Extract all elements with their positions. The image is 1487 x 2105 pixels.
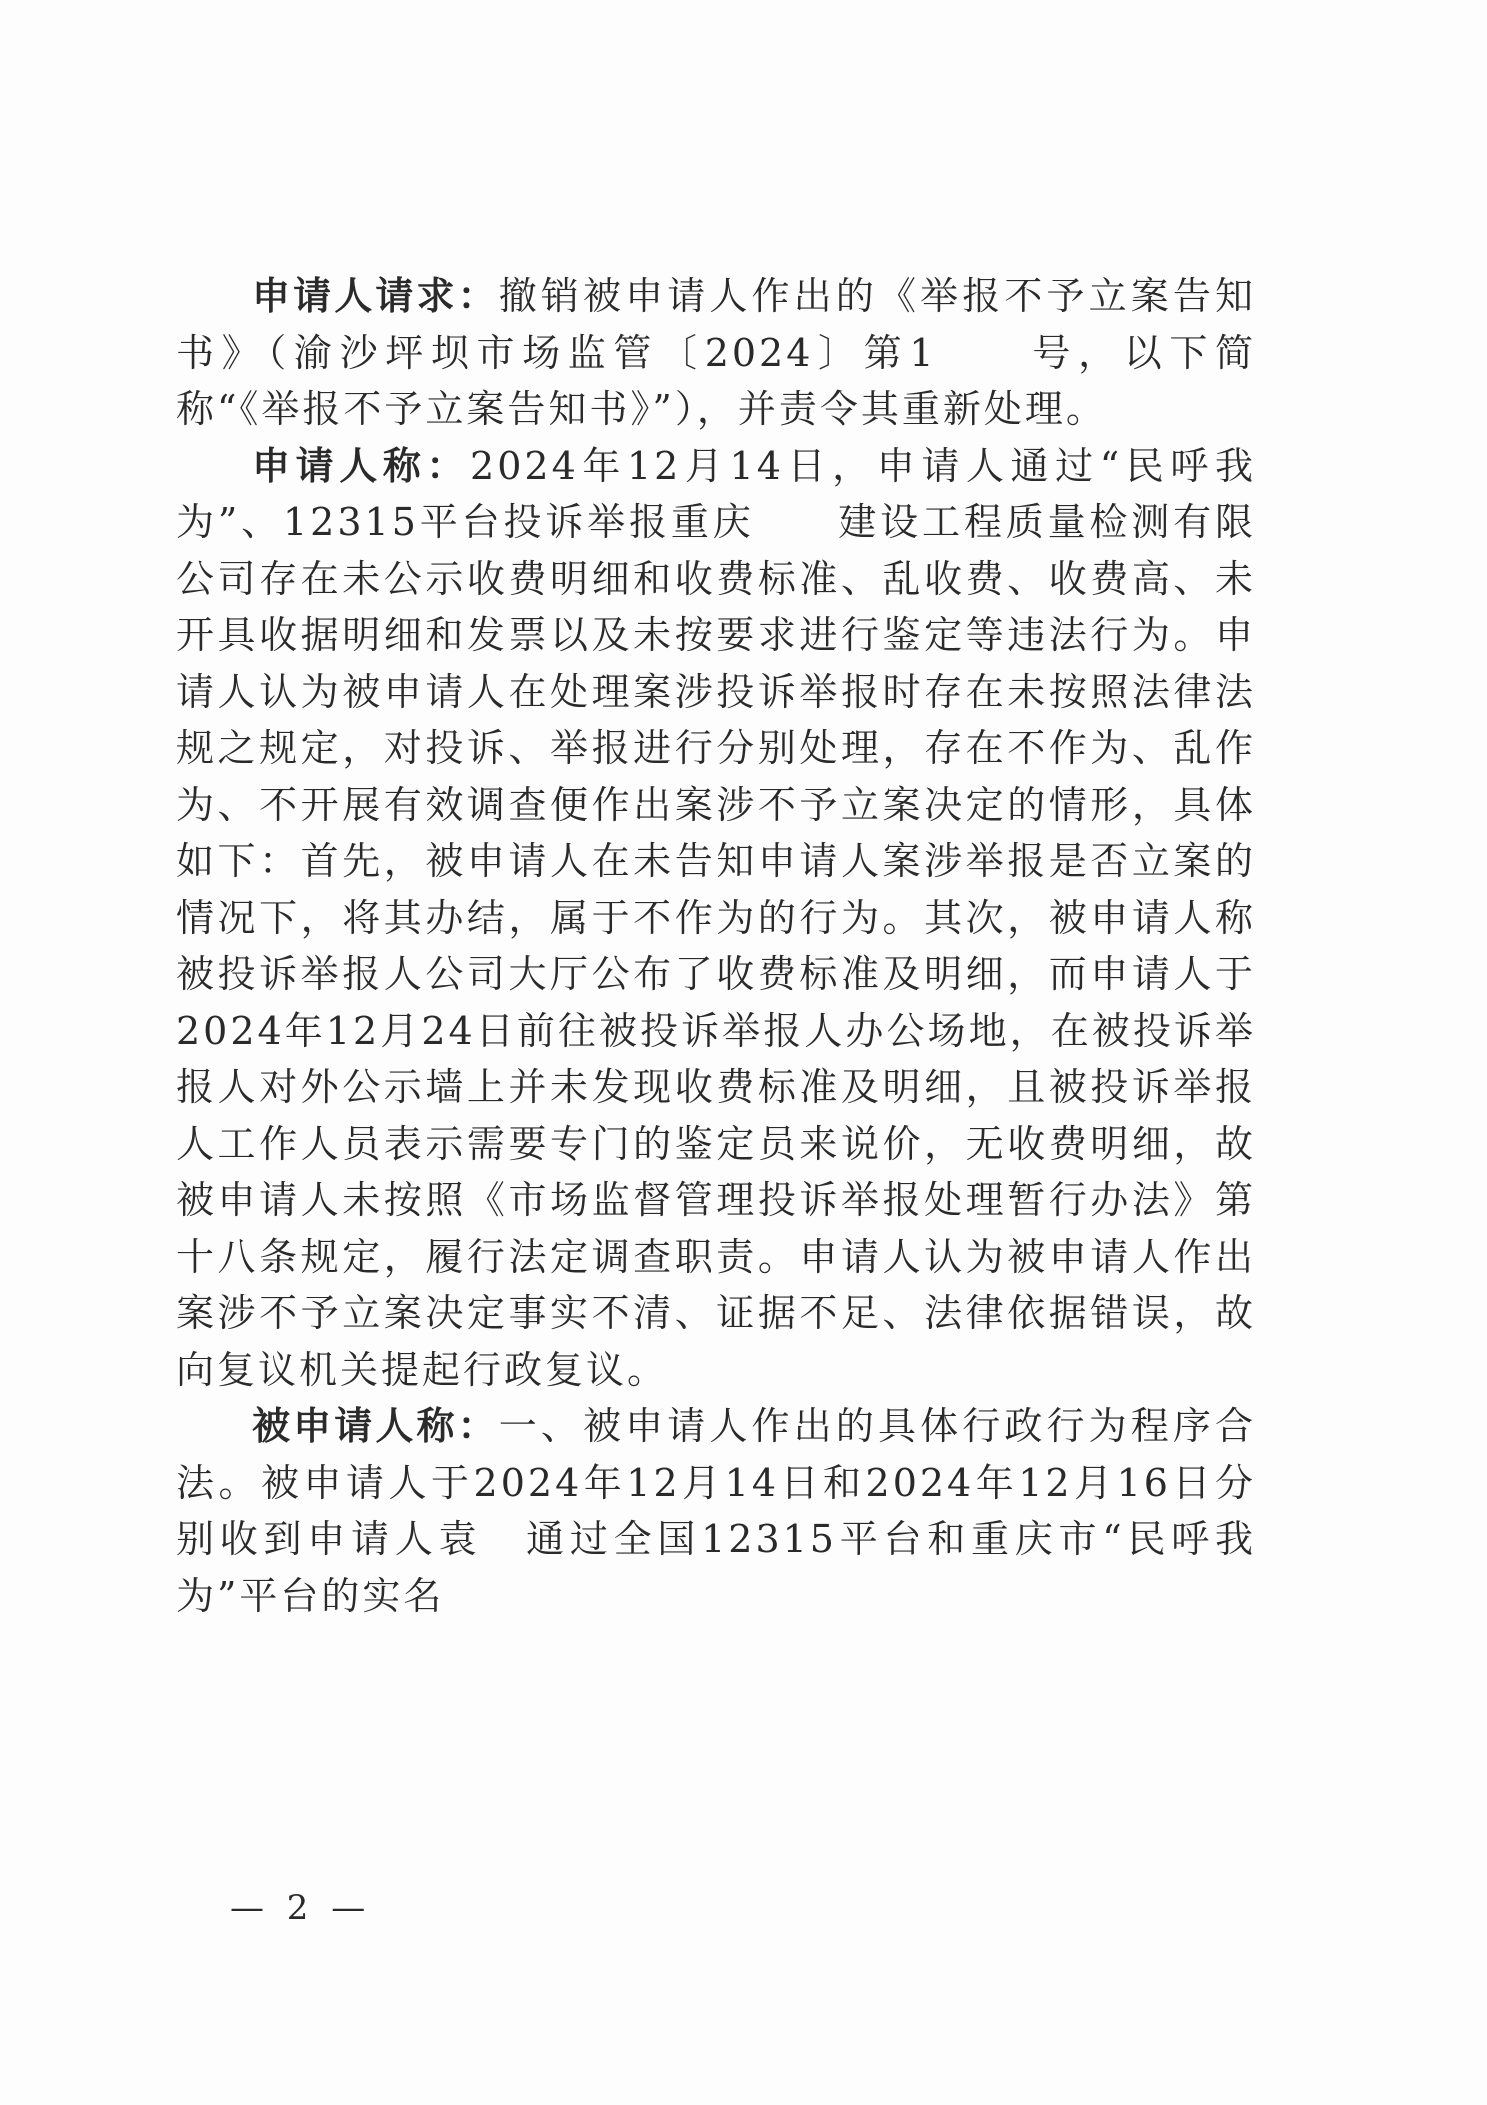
paragraph-request: [176, 268, 1256, 438]
page-number: — 2 —: [230, 1888, 372, 1928]
paragraph-respondent-statement: [176, 1398, 1256, 1624]
paragraph-text: 撤销被申请人作出的《举报不予立案告知书》（渝沙坪坝市场监管〔2024〕第1 号，以下简称“《举报不予立案告知书》”），并责令其重新处理。: [176, 274, 1256, 431]
paragraph-text: 2024年12月14日，申请人通过“民呼我为”、12315平台投诉举报重庆 建设工程质量检测有限公司存在未公示收费明细和收费标准、乱收费、收费高、未开具收据明细和发票以及未按要求进行鉴定等违法行为。申请人认为被申请人在处理案涉投诉举报时存在未按照法律法规之规定，对投诉、举报进行分别处理，存在不作为、乱作为、不开展有效调查便作出案涉不予立案决定的情形，具体如下：首先，被申请人在未告知申请人案涉举报是否立案的情况下，将其办结，属于不作为的行为。其次，被申请人称被投诉举报人公司大厅公布了收费标准及明细，而申请人于2024年12月24日前往被投诉举报人办公场地，在被投诉举报人对外公示墙上并未发现收费标准及明细，且被投诉举报人工作人员表示需要专门的鉴定员来说价，无收费明细，故被申请人未按照《市场监督管理投诉举报处理暂行办法》第十八条规定，履行法定调查职责。申请人认为被申请人作出案涉不予立案决定事实不清、证据不足、法律依据错误，故向复议机关提起行政复议。: [176, 443, 1256, 1392]
paragraph-label: 申请人请求：: [252, 274, 499, 318]
paragraph-text: 一、被申请人作出的具体行政行为程序合法。被申请人于2024年12月14日和2024年12月16日分别收到申请人袁 通过全国12315平台和重庆市“民呼我为”平台的实名: [176, 1404, 1256, 1618]
paragraph-label: 申请人称：: [252, 443, 471, 488]
document-body: [176, 268, 1256, 1624]
paragraph-label: 被申请人称：: [252, 1404, 499, 1448]
paragraph-applicant-statement: [176, 438, 1256, 1399]
